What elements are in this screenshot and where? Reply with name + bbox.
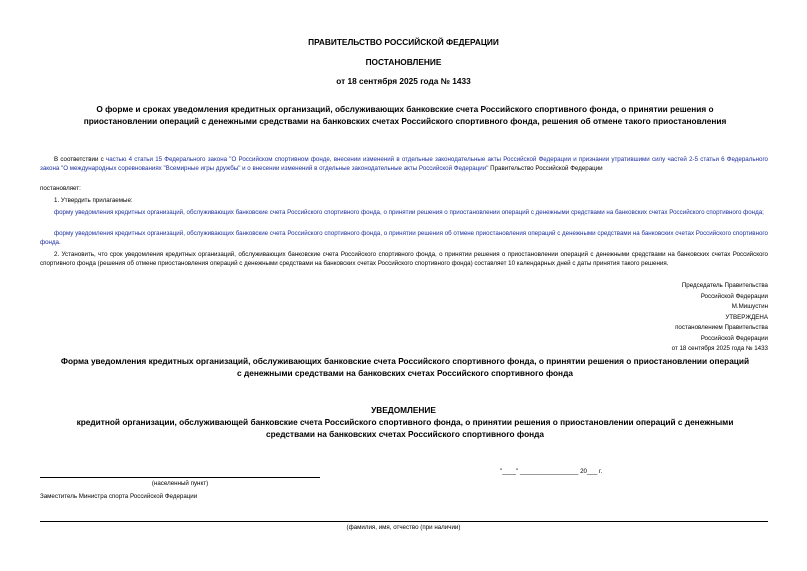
place-line: [40, 477, 320, 478]
item-1: 1. Утвердить прилагаемые:: [54, 197, 133, 204]
doc-title: О форме и сроках уведомления кредитных организаций, обслуживающих банковские счета Российского спортивного фонда, о принятии решения о приостановлении операций с денежными средствами на банковских счетах Российского спортивного фонда, решения об отмене такого приостановления: [83, 104, 727, 126]
signature-name: М.Мишустин: [731, 303, 768, 310]
signature-title-2: Российской Федерации: [700, 293, 768, 300]
approved-date: от 18 сентября 2025 года № 1433: [671, 345, 768, 352]
name-line: [40, 521, 768, 522]
notice-heading: УВЕДОМЛЕНИЕ: [371, 405, 436, 415]
doc-type: ПОСТАНОВЛЕНИЕ: [365, 57, 442, 67]
deputy-minister-label: Заместитель Министра спорта Российской Федерации: [40, 493, 198, 500]
signature-title-1: Председатель Правительства: [681, 282, 768, 289]
government-name: ПРАВИТЕЛЬСТВО РОССИЙСКОЙ ФЕДЕРАЦИИ: [308, 37, 499, 47]
name-caption: (фамилия, имя, отчество (при наличии): [346, 524, 461, 531]
resolves-text: постановляет:: [40, 185, 81, 192]
item-2: 2. Установить, что срок уведомления кредитных организаций, обслуживающих банковские счета Российского спортивного фонда, о принятии решения о приостановлении операций с денежными средствами на банковских счетах Российского спортивного фонда (решения об отмене приостановления операций с денежными средствами на банковских счетах Российского спортивного фонда) составляет 10 календарных дней с даты принятия такого решения.: [40, 251, 768, 268]
item-1b-link[interactable]: форму уведомления кредитных организаций, обслуживающих банковские счета Российского спортивного фонда, о принятии решения об отмене приостановления операций с денежными средствами на банковских счетах Российского спортивного фонда.: [40, 230, 768, 247]
approved-by: постановлением Правительства: [675, 324, 768, 331]
intro-suffix: Правительство Российской Федерации: [488, 165, 603, 173]
approved-country: Российской Федерации: [700, 335, 768, 342]
intro-prefix: В соответствии с: [54, 156, 106, 163]
form-title: Форма уведомления кредитных организаций, обслуживающих банковские счета Российского спортивного фонда, о принятии решения о приостановлении операций с денежными средствами на банковских счетах Российского спортивного фонда: [60, 356, 750, 378]
place-caption: (населенный пункт): [151, 480, 209, 487]
approved-label: УТВЕРЖДЕНА: [725, 314, 768, 321]
intro-paragraph: [40, 155, 768, 174]
law-link[interactable]: частью 4 статьи 15 Федерального закона "О Российском спортивном фонде, внесении изменений в отдельные законодательные акты Российской Федерации и признании утратившими силу частей 2-5 статьи 6 Федерального закона "О международных соревнованиях "Всемирные игры дружбы" и о внесении изменений в отдельные законодательные акты Российской Федерации": [40, 156, 768, 173]
item-1a-link[interactable]: форму уведомления кредитных организаций, обслуживающих банковские счета Российского спортивного фонда, о принятии решения о приостановлении операций с денежными средствами на банковских счетах Российского спортивного фонда;: [54, 209, 764, 216]
date-placeholder: "____" _________________ 20___ г.: [500, 468, 603, 475]
notice-subtitle: кредитной организации, обслуживающей банковские счета Российского спортивного фонда, о принятии решения о приостановлении операций с денежными средствами на банковских счетах Российского спортивного фонда: [76, 417, 734, 439]
doc-date-number: от 18 сентября 2025 года № 1433: [336, 76, 471, 86]
